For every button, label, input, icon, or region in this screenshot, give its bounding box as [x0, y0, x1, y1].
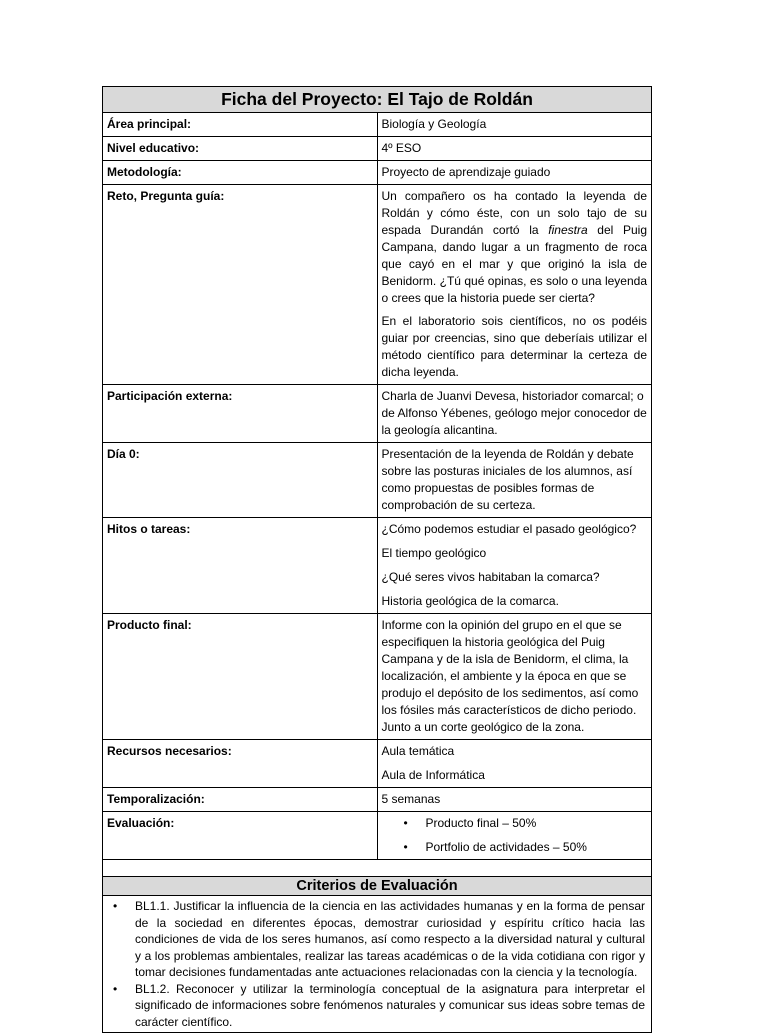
- task-item: El tiempo geológico: [381, 546, 487, 560]
- criteria-row: [103, 896, 652, 1033]
- criteria-item: • BL1.2. Reconocer y utilizar la terminología conceptual de la asignatura para interpretar el significado de informaciones sobre fenómenos naturales y comunicar sus ideas sobre temas de carácter científico.: [135, 981, 645, 1031]
- value-participacion: Charla de Juanvi Devesa, historiador comarcal; o de Alfonso Yébenes, geólogo mejor conocedor de la geología alicantina.: [377, 385, 652, 443]
- value-hitos: [377, 518, 652, 614]
- row-recursos: [103, 740, 652, 788]
- row-reto: [103, 185, 652, 385]
- criteria-cell: [103, 896, 652, 1033]
- project-sheet: [102, 86, 652, 1033]
- label-temporalizacion: Temporalización:: [103, 788, 378, 812]
- row-producto: [103, 614, 652, 740]
- label-evaluacion: Evaluación:: [103, 812, 378, 860]
- row-metodologia: [103, 161, 652, 185]
- value-reto: [377, 185, 652, 385]
- title-row: [103, 87, 652, 113]
- label-participacion: Participación externa:: [103, 385, 378, 443]
- row-nivel: [103, 137, 652, 161]
- spacer-cell: [103, 860, 652, 877]
- label-reto: Reto, Pregunta guía:: [103, 185, 378, 385]
- label-hitos: Hitos o tareas:: [103, 518, 378, 614]
- value-temporalizacion: 5 semanas: [377, 788, 652, 812]
- task-item: ¿Qué seres vivos habitaban la comarca?: [381, 570, 600, 584]
- criteria-title-row: [103, 877, 652, 896]
- project-table: [102, 86, 652, 1033]
- value-dia0: Presentación de la leyenda de Roldán y debate sobre las posturas iniciales de los alumnos, así como propuestas de posibles formas de comprobación de su certeza.: [377, 443, 652, 518]
- evaluation-list: [382, 815, 648, 856]
- row-temporalizacion: [103, 788, 652, 812]
- criteria-item: • BL1.1. Justificar la influencia de la ciencia en las actividades humanas y en la forma de pensar de la sociedad en diferentes épocas, demostrar curiosidad y espíritu crítico hacia las condiciones de vida de los seres humanos, así como respecto a la diversidad natural y cultural y a los problemas ambientales, realizar las tareas académicas o de la vida cotidiana con rigor y tomar decisiones fundamentadas ante actuaciones relacionadas con la ciencia y la tecnología.: [135, 898, 645, 981]
- value-recursos: [377, 740, 652, 788]
- label-recursos: Recursos necesarios:: [103, 740, 378, 788]
- spacer-row: [103, 860, 652, 877]
- value-evaluacion: [377, 812, 652, 860]
- row-participacion: [103, 385, 652, 443]
- value-metodologia: Proyecto de aprendizaje guiado: [377, 161, 652, 185]
- label-area: Área principal:: [103, 113, 378, 137]
- label-nivel: Nivel educativo:: [103, 137, 378, 161]
- task-item: ¿Cómo podemos estudiar el pasado geológico?: [381, 522, 637, 536]
- row-hitos: [103, 518, 652, 614]
- label-metodologia: Metodología:: [103, 161, 378, 185]
- label-dia0: Día 0:: [103, 443, 378, 518]
- evaluation-item: • Portfolio de actividades – 50%: [404, 839, 648, 856]
- criteria-title: Criterios de Evaluación: [103, 877, 652, 896]
- row-dia0: [103, 443, 652, 518]
- value-area: Biología y Geología: [377, 113, 652, 137]
- criteria-list: [107, 898, 645, 1030]
- reto-text-italic: finestra: [548, 223, 588, 237]
- resource-item: Aula temática: [381, 744, 455, 758]
- resource-item: Aula de Informática: [381, 768, 485, 782]
- reto-paragraph-2: En el laboratorio sois científicos, no os podéis guiar por creencias, sino que deberíais utilizar el método científico para determinar la certeza de dicha leyenda.: [381, 314, 647, 379]
- page-title: Ficha del Proyecto: El Tajo de Roldán: [103, 87, 652, 113]
- row-evaluacion: [103, 812, 652, 860]
- label-producto: Producto final:: [103, 614, 378, 740]
- row-area: [103, 113, 652, 137]
- value-producto: Informe con la opinión del grupo en el que se especifiquen la historia geológica del Puig Campana y de la isla de Benidorm, el clima, la localización, el ambiente y la época en que se produjo el depósito de los sedimentos, así como los fósiles más característicos de dicho periodo. Junto a un corte geológico de la zona.: [377, 614, 652, 740]
- task-item: Historia geológica de la comarca.: [381, 594, 559, 608]
- evaluation-item: • Producto final – 50%: [404, 815, 648, 832]
- value-nivel: 4º ESO: [377, 137, 652, 161]
- reto-text-a: Un compañero os ha contado la leyenda de Roldán y cómo éste, con un solo tajo de su espada Durandán cortó la: [381, 189, 647, 237]
- reto-text-b: del Puig Campana, dando lugar a un fragmento de roca que cayó en el mar y que originó la isla de Benidorm. ¿Tú qué opinas, es solo o una leyenda o crees que la historia puede ser cierta?: [381, 223, 647, 305]
- reto-paragraph-1: [382, 188, 648, 307]
